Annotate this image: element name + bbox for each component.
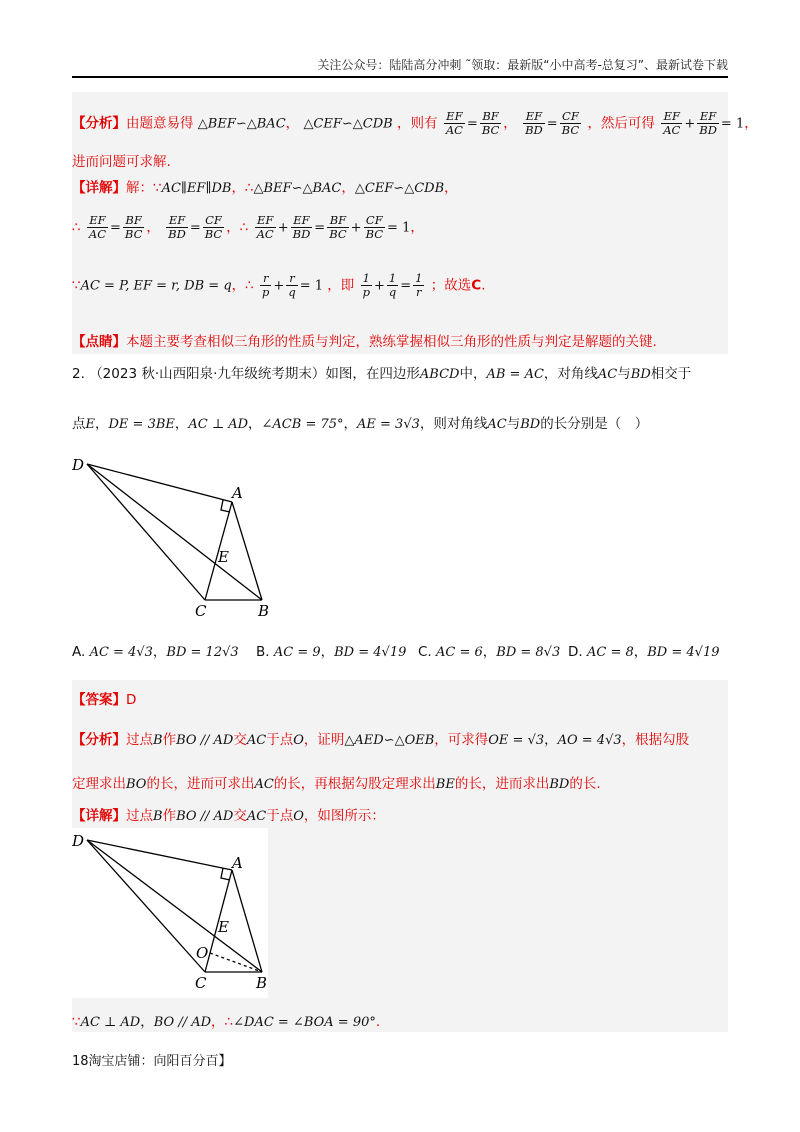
- segment-ob-dashed: [210, 953, 262, 972]
- answer-line: 【答案】D: [72, 692, 137, 708]
- segment-ab-2: [232, 870, 262, 972]
- label-a-2: A: [232, 854, 243, 872]
- segment-dc-2: [87, 840, 205, 972]
- label-d-2: D: [72, 832, 85, 850]
- label-o-2: O: [196, 944, 209, 962]
- geometry-figure-2: [72, 828, 268, 998]
- page-footer: [72, 1050, 232, 1069]
- label-c: C: [195, 602, 207, 620]
- frac-ef-ac: $\frac{EF}{AC}$: [445, 109, 463, 137]
- option-d[interactable]: D. AC = 8，BD = 4√19: [568, 644, 720, 660]
- label-e-2: E: [218, 918, 229, 936]
- question-2-line-2: 点E，DE = 3BE，AC ⊥ AD，∠ACB = 75°，AE = 3√3，则对角线AC与BD的长分别是（ ）: [72, 416, 649, 432]
- option-c[interactable]: C. AC = 6，BD = 8√3: [418, 644, 561, 660]
- analysis-2-line-2: 定理求出BO的长，进而可求出AC的长，再根据勾股定理求出BE的长，进而求出BD的长.: [72, 776, 601, 792]
- geometry-figure-1: [72, 452, 292, 622]
- label-a: A: [232, 484, 243, 502]
- analysis-2-line-1: 【分析】过点B作BO // AD交AC于点O，证明△AED∽△OEB，可求得OE = √3，AO = 4√3，根据勾股: [72, 732, 690, 748]
- label-b-2: B: [256, 974, 268, 992]
- segment-da-2: [87, 840, 232, 870]
- analysis-line-1: 【分析】由题意易得 △BEF∽△BAC， △CEF∽△CDB ，则有 $\frac{EF}{AC}$ = $\frac{BF}{BC}$ ， $\frac{EF}{BD}$ = $\frac{CF}{BC}$ ，然后可得 $\frac{EF}{AC}$ + $\frac{EF}{BD}$ = 1，: [72, 109, 758, 137]
- detail-2-line-2: ∵AC ⊥ AD，BO // AD，∴∠DAC = ∠BOA = 90°.: [72, 1014, 381, 1030]
- header-text: 关注公众号：陆陆高分冲刺 ˜领取：最新版“小中高考-总复习”、最新试卷下载: [317, 58, 728, 72]
- label-b: B: [258, 602, 270, 620]
- segment-dc: [87, 464, 205, 600]
- segment-ab: [232, 502, 262, 600]
- detail-line-1: 【详解】解：∵AC∥EF∥DB，∴△BEF∽△BAC，△CEF∽△CDB，: [72, 180, 458, 196]
- footer-shop: 淘宝店铺：向阳百分百】: [88, 1054, 232, 1069]
- label-c-2: C: [195, 974, 207, 992]
- review-line: 【点睛】本题主要考查相似三角形的性质与判定，熟练掌握相似三角形的性质与判定是解题的关键.: [72, 334, 657, 350]
- page-number: 18: [72, 1054, 89, 1069]
- analysis-line-2: 进而问题可求解.: [72, 154, 171, 170]
- segment-da: [87, 464, 232, 502]
- page-header: [72, 56, 728, 78]
- option-a[interactable]: A. AC = 4√3，BD = 12√3: [72, 644, 239, 660]
- detail-2-line-1: 【详解】过点B作BO // AD交AC于点O，如图所示：: [72, 808, 385, 824]
- question-2-line-1: 2. （2023 秋·山西阳泉·九年级统考期末）如图，在四边形ABCD中，AB = AC，对角线AC与BD相交于: [72, 366, 692, 382]
- label-d: D: [72, 456, 85, 474]
- detail-line-2: ∴ $\frac{EF}{AC}$ = $\frac{BF}{BC}$ ， $\frac{EF}{BD}$ = $\frac{CF}{BC}$ ，∴ $\frac{EF}{AC}$ + $\frac{EF}{BD}$ = $\frac{BF}{BC}$ + $\frac{CF}{BC}$ = 1，: [72, 213, 424, 241]
- detail-line-3: ∵AC = P, EF = r, DB = q，∴ $\frac{r}{p}$ + $\frac{r}{q}$ = 1 ，即 $\frac{1}{p}$ + $\frac{1}{q}$ = $\frac{1}{r}$ ；故选C.: [72, 271, 486, 299]
- right-angle-mark: [221, 500, 230, 512]
- label-e: E: [218, 548, 229, 566]
- option-b[interactable]: B. AC = 9，BD = 4√19: [256, 644, 407, 660]
